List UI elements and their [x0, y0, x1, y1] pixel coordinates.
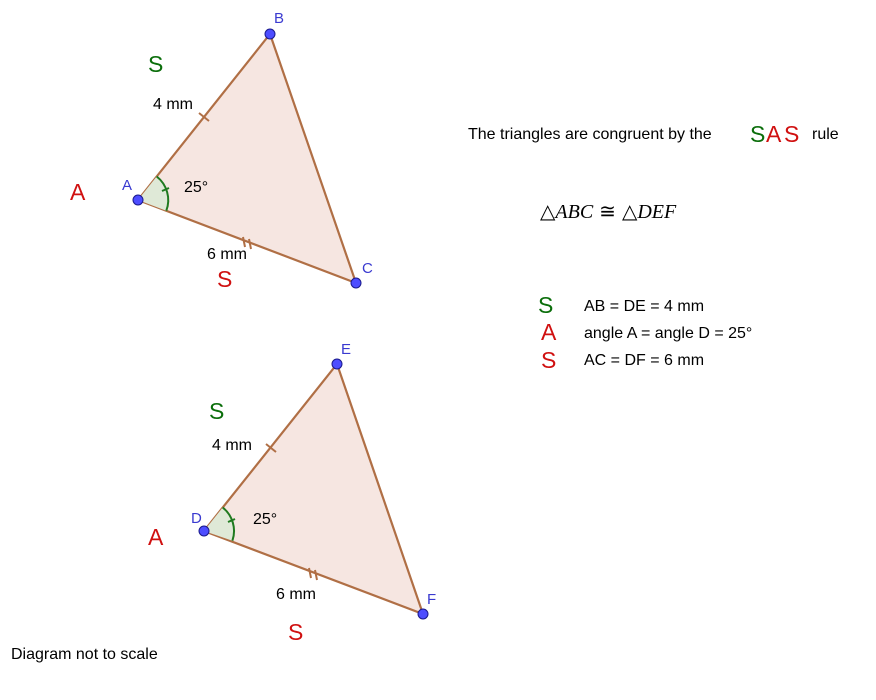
reason-text-2: angle A = angle D = 25°: [584, 325, 753, 342]
point-a[interactable]: [133, 195, 143, 205]
reason-letter-2: A: [541, 319, 557, 345]
point-d[interactable]: [199, 526, 209, 536]
statement-suffix: rule: [812, 126, 839, 143]
reason-text-1: AB = DE = 4 mm: [584, 298, 705, 315]
rule-a: A: [766, 121, 782, 147]
congruent-symbol: ≅: [599, 201, 616, 223]
label-f: F: [427, 591, 437, 608]
sas-s1-label: S: [148, 51, 164, 77]
point-e[interactable]: [332, 359, 342, 369]
triangle-def: [148, 341, 436, 645]
side-ac-length: 6 mm: [207, 246, 247, 263]
congruence-statement: [468, 121, 839, 147]
angle-d-measure: 25°: [253, 511, 278, 528]
side-de-length: 4 mm: [212, 437, 252, 454]
rule-s2: S: [784, 121, 800, 147]
sas-s1-label: S: [209, 398, 225, 424]
rule-s1: S: [750, 121, 766, 147]
sas-s2-label: S: [217, 266, 233, 292]
label-b: B: [274, 10, 285, 27]
point-f[interactable]: [418, 609, 428, 619]
statement-prefix: The triangles are congruent by the: [468, 126, 712, 143]
sas-a-label: A: [70, 179, 86, 205]
congruence-expression: [540, 201, 677, 223]
triangle-abc: [70, 10, 373, 292]
congruence-formula: [540, 201, 677, 223]
reason-letter-1: S: [538, 292, 554, 318]
triangle-def-face: [204, 364, 423, 614]
triangle-symbol-2: △: [621, 201, 638, 223]
triangle-name-1: ABC: [555, 201, 594, 223]
reason-list: [538, 292, 752, 373]
side-df-length: 6 mm: [276, 586, 316, 603]
footnote: Diagram not to scale: [11, 646, 158, 663]
triangle-symbol-1: △: [540, 201, 556, 223]
point-b[interactable]: [265, 29, 275, 39]
label-d: D: [191, 510, 202, 527]
sas-s2-label: S: [288, 619, 304, 645]
triangle-name-2: DEF: [637, 201, 677, 223]
triangle-abc-face: [138, 34, 356, 283]
sas-a-label: A: [148, 524, 164, 550]
label-e: E: [341, 341, 352, 358]
angle-a-measure: 25°: [184, 179, 209, 196]
label-c: C: [362, 260, 373, 277]
reason-letter-3: S: [541, 347, 557, 373]
point-c[interactable]: [351, 278, 361, 288]
side-ab-length: 4 mm: [153, 96, 193, 113]
label-a: A: [122, 177, 133, 194]
reason-text-3: AC = DF = 6 mm: [584, 352, 705, 369]
